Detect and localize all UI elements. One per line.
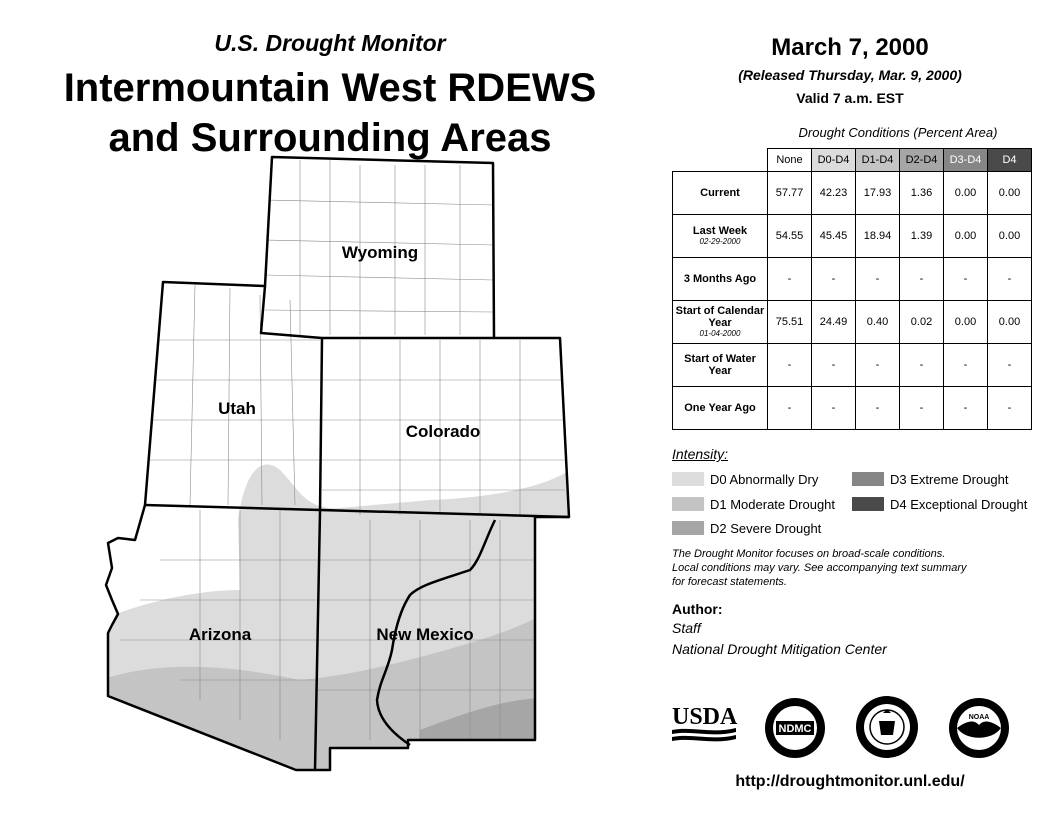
table-cell: - <box>768 344 812 387</box>
legend-swatch-d2 <box>672 521 704 535</box>
legend-swatch-d3 <box>852 472 884 486</box>
drought-conditions-table <box>672 148 1032 430</box>
col-header-none: None <box>768 149 812 172</box>
table-cell: - <box>812 387 856 430</box>
table-cell: 0.00 <box>944 301 988 344</box>
ndmc-logo-text: NDMC <box>778 723 812 735</box>
table-cell: 0.40 <box>856 301 900 344</box>
table-row <box>673 387 1032 430</box>
legend-label-d4: D4 Exceptional Drought <box>890 497 1028 512</box>
table-cell: - <box>900 387 944 430</box>
author-org: National Drought Mitigation Center <box>672 641 887 657</box>
usda-logo-text: USDA <box>672 704 738 730</box>
commerce-seal-logo <box>855 695 919 759</box>
table-cell: 0.00 <box>988 215 1032 258</box>
legend-label-d3: D3 Extreme Drought <box>890 472 1009 487</box>
table-cell: 0.00 <box>988 301 1032 344</box>
row-label <box>673 172 768 215</box>
table-cell: - <box>768 387 812 430</box>
legend-title: Intensity: <box>672 446 729 462</box>
table-cell: - <box>856 387 900 430</box>
table-cell: 1.36 <box>900 172 944 215</box>
table-row <box>673 258 1032 301</box>
table-cell: 17.93 <box>856 172 900 215</box>
row-label-text: Last Week <box>692 225 748 237</box>
col-header-d0-d4: D0-D4 <box>812 149 856 172</box>
row-label <box>673 301 768 344</box>
valid-time: Valid 7 a.m. EST <box>796 90 904 106</box>
table-cell: 0.00 <box>944 172 988 215</box>
table-row <box>673 301 1032 344</box>
table-cell: - <box>944 387 988 430</box>
table-cell: - <box>900 344 944 387</box>
row-label <box>673 258 768 301</box>
legend-swatch-d4 <box>852 497 884 511</box>
disclaimer-note <box>672 547 1032 589</box>
table-cell: - <box>988 258 1032 301</box>
table-cell: 24.49 <box>812 301 856 344</box>
table-cell: 45.45 <box>812 215 856 258</box>
table-header-row <box>673 149 1032 172</box>
conditions-title: Drought Conditions (Percent Area) <box>798 125 998 140</box>
table-cell: - <box>768 258 812 301</box>
label-new-mexico: New Mexico <box>376 625 474 644</box>
note-line: The Drought Monitor focuses on broad-scale conditions. <box>672 548 946 560</box>
table-cell: - <box>944 344 988 387</box>
note-line: for forecast statements. <box>672 576 787 588</box>
row-label-text: Start of Calendar Year <box>675 305 765 329</box>
legend-label-d2: D2 Severe Drought <box>710 521 822 536</box>
map-title-line1: Intermountain West RDEWS <box>63 66 597 110</box>
usda-logo <box>672 700 738 748</box>
table-cell: - <box>812 258 856 301</box>
table-cell: 57.77 <box>768 172 812 215</box>
author-name: Staff <box>672 620 701 636</box>
map-subtitle: U.S. Drought Monitor <box>214 30 446 56</box>
row-label-date: 02-29-2000 <box>699 237 741 246</box>
table-cell: 0.00 <box>944 215 988 258</box>
col-header-d4: D4 <box>988 149 1032 172</box>
row-label-text: One Year Ago <box>684 402 756 414</box>
label-utah: Utah <box>218 399 256 418</box>
table-cell: 18.94 <box>856 215 900 258</box>
table-cell: 0.00 <box>988 172 1032 215</box>
table-cell: - <box>988 387 1032 430</box>
col-header-d1-d4: D1-D4 <box>856 149 900 172</box>
label-colorado: Colorado <box>405 422 481 441</box>
website-url[interactable]: http://droughtmonitor.unl.edu/ <box>735 773 965 790</box>
col-header-d3-d4: D3-D4 <box>944 149 988 172</box>
table-cell: 75.51 <box>768 301 812 344</box>
table-cell: 42.23 <box>812 172 856 215</box>
header-blank <box>673 149 768 172</box>
col-header-d2-d4: D2-D4 <box>900 149 944 172</box>
ndmc-logo <box>764 697 826 759</box>
table-cell: - <box>988 344 1032 387</box>
table-row <box>673 172 1032 215</box>
row-label-text: Current <box>700 187 740 199</box>
legend-swatch-d1 <box>672 497 704 511</box>
noaa-logo <box>948 697 1010 759</box>
release-date: (Released Thursday, Mar. 9, 2000) <box>738 67 962 83</box>
map-title-line2: and Surrounding Areas <box>108 116 552 160</box>
label-arizona: Arizona <box>188 625 252 644</box>
table-row <box>673 215 1032 258</box>
row-label-text: Start of Water Year <box>684 353 756 377</box>
legend-label-d1: D1 Moderate Drought <box>710 497 836 512</box>
table-cell: 0.02 <box>900 301 944 344</box>
row-label <box>673 344 768 387</box>
row-label-date: 01-04-2000 <box>699 329 741 338</box>
table-row <box>673 344 1032 387</box>
noaa-logo-text: NOAA <box>968 714 990 721</box>
table-cell: 1.39 <box>900 215 944 258</box>
table-cell: - <box>812 344 856 387</box>
table-cell: - <box>900 258 944 301</box>
row-label <box>673 387 768 430</box>
map-date: March 7, 2000 <box>771 34 929 61</box>
row-label <box>673 215 768 258</box>
table-cell: - <box>856 344 900 387</box>
row-label-text: 3 Months Ago <box>683 273 757 285</box>
legend-swatch-d0 <box>672 472 704 486</box>
table-cell: - <box>856 258 900 301</box>
table-cell: - <box>944 258 988 301</box>
legend-label-d0: D0 Abnormally Dry <box>710 472 819 487</box>
note-line: Local conditions may vary. See accompanying text summary <box>672 562 967 574</box>
label-wyoming: Wyoming <box>341 243 419 262</box>
table-cell: 54.55 <box>768 215 812 258</box>
author-heading: Author: <box>672 601 723 617</box>
drought-map <box>0 150 660 816</box>
